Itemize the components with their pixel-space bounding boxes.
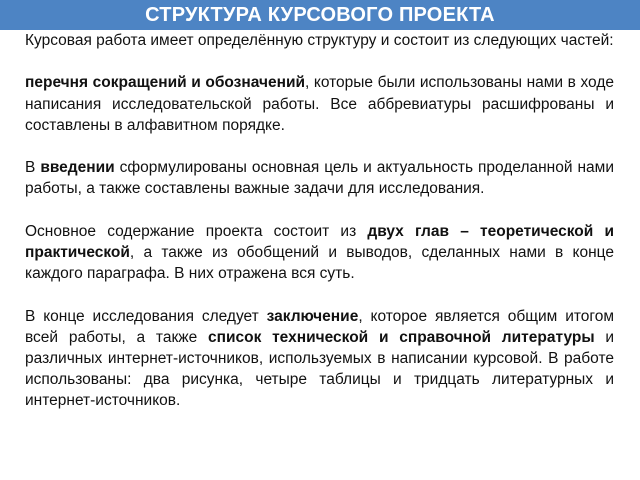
slide-body — [25, 30, 614, 433]
text-segment: , которое является общим итогом всей работы, а также — [25, 307, 614, 346]
text-segment: В конце исследования следует — [25, 307, 267, 325]
paragraph-intro — [25, 30, 614, 51]
text-segment: , а также из обобщений и выводов, сделанных нами в конце каждого параграфа. В них отражена вся суть. — [25, 243, 614, 283]
text-segment: Основное содержание проекта состоит из — [25, 222, 368, 240]
text-segment-bold: перечня сокращений и обозначений — [25, 74, 306, 92]
text-segment-bold: двух глав – теоретической и практической — [25, 222, 614, 261]
paragraph-conclusion — [25, 306, 614, 412]
paragraph-introduction — [25, 157, 614, 199]
slide-title: СТРУКТУРА КУРСОВОГО ПРОЕКТА — [145, 3, 495, 26]
paragraph-main-content — [25, 221, 614, 285]
text-segment-bold: заключение — [266, 307, 359, 325]
text-segment: В — [25, 159, 41, 177]
paragraph-abbreviations — [25, 72, 614, 136]
title-bar — [0, 0, 640, 30]
text-segment: и различных интернет-источников, используемых в написании курсовой. В работе использованы: два рисунка, четыре таблицы и тридцать литературных и интернет-источников. — [25, 328, 615, 410]
text-segment: Курсовая работа имеет определённую структуру и состоит из следующих частей: — [25, 32, 614, 49]
text-segment: сформулированы основная цель и актуальность проделанной нами работы, а также составлены важные задачи для исследования. — [25, 159, 614, 198]
text-segment: , которые были использованы нами в ходе написания исследовательской работы. Все аббревиатуры расшифрованы и составлены в алфавитном порядке. — [25, 74, 614, 134]
text-segment-bold: введении — [40, 159, 115, 177]
text-segment-bold: список технической и справочной литературы — [207, 328, 595, 346]
